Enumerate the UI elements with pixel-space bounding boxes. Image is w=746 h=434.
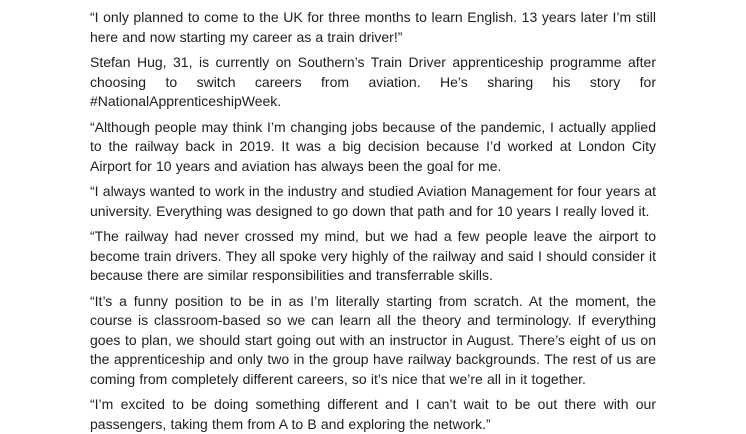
paragraph-stefan-intro: Stefan Hug, 31, is currently on Southern’s Train Driver apprenticeship programme after choosing to switch careers from aviation. He’s sharing his story for #NationalApprenticeshipWeek.: [90, 54, 656, 109]
paragraph-quote-intro: “I only planned to come to the UK for three months to learn English. 13 years later I’m still here and now starting my career as a train driver!”: [90, 9, 656, 45]
paragraph-quote-railway: “The railway had never crossed my mind, but we had a few people leave the airport to become train drivers. They all spoke very highly of the railway and said I should consider it because there are similar responsibilities and transferrable skills.: [90, 228, 656, 283]
paragraph-quote-excited: “I’m excited to be doing something different and I can’t wait to be out there with our passengers, taking them from A to B and exploring the network.”: [90, 396, 656, 432]
paragraph-quote-course: “It’s a funny position to be in as I’m literally starting from scratch. At the moment, the course is classroom-based so we can learn all the theory and terminology. If everything goes to plan, we should start going out with an instructor in August. There’s eight of us on the apprenticeship and only two in the group have railway backgrounds. The rest of us are coming from completely different careers, so it’s nice that we’re all in it together.: [90, 292, 656, 387]
paragraph-quote-university: “I always wanted to work in the industry and studied Aviation Management for four years at university. Everything was designed to go down that path and for 10 years I really loved it.: [90, 183, 656, 219]
paragraph-quote-pandemic: “Although people may think I’m changing jobs because of the pandemic, I actually applied to the railway back in 2019. It was a big decision because I’d worked at London City Airport for 10 years and aviation has always been the goal for me.: [90, 118, 656, 174]
